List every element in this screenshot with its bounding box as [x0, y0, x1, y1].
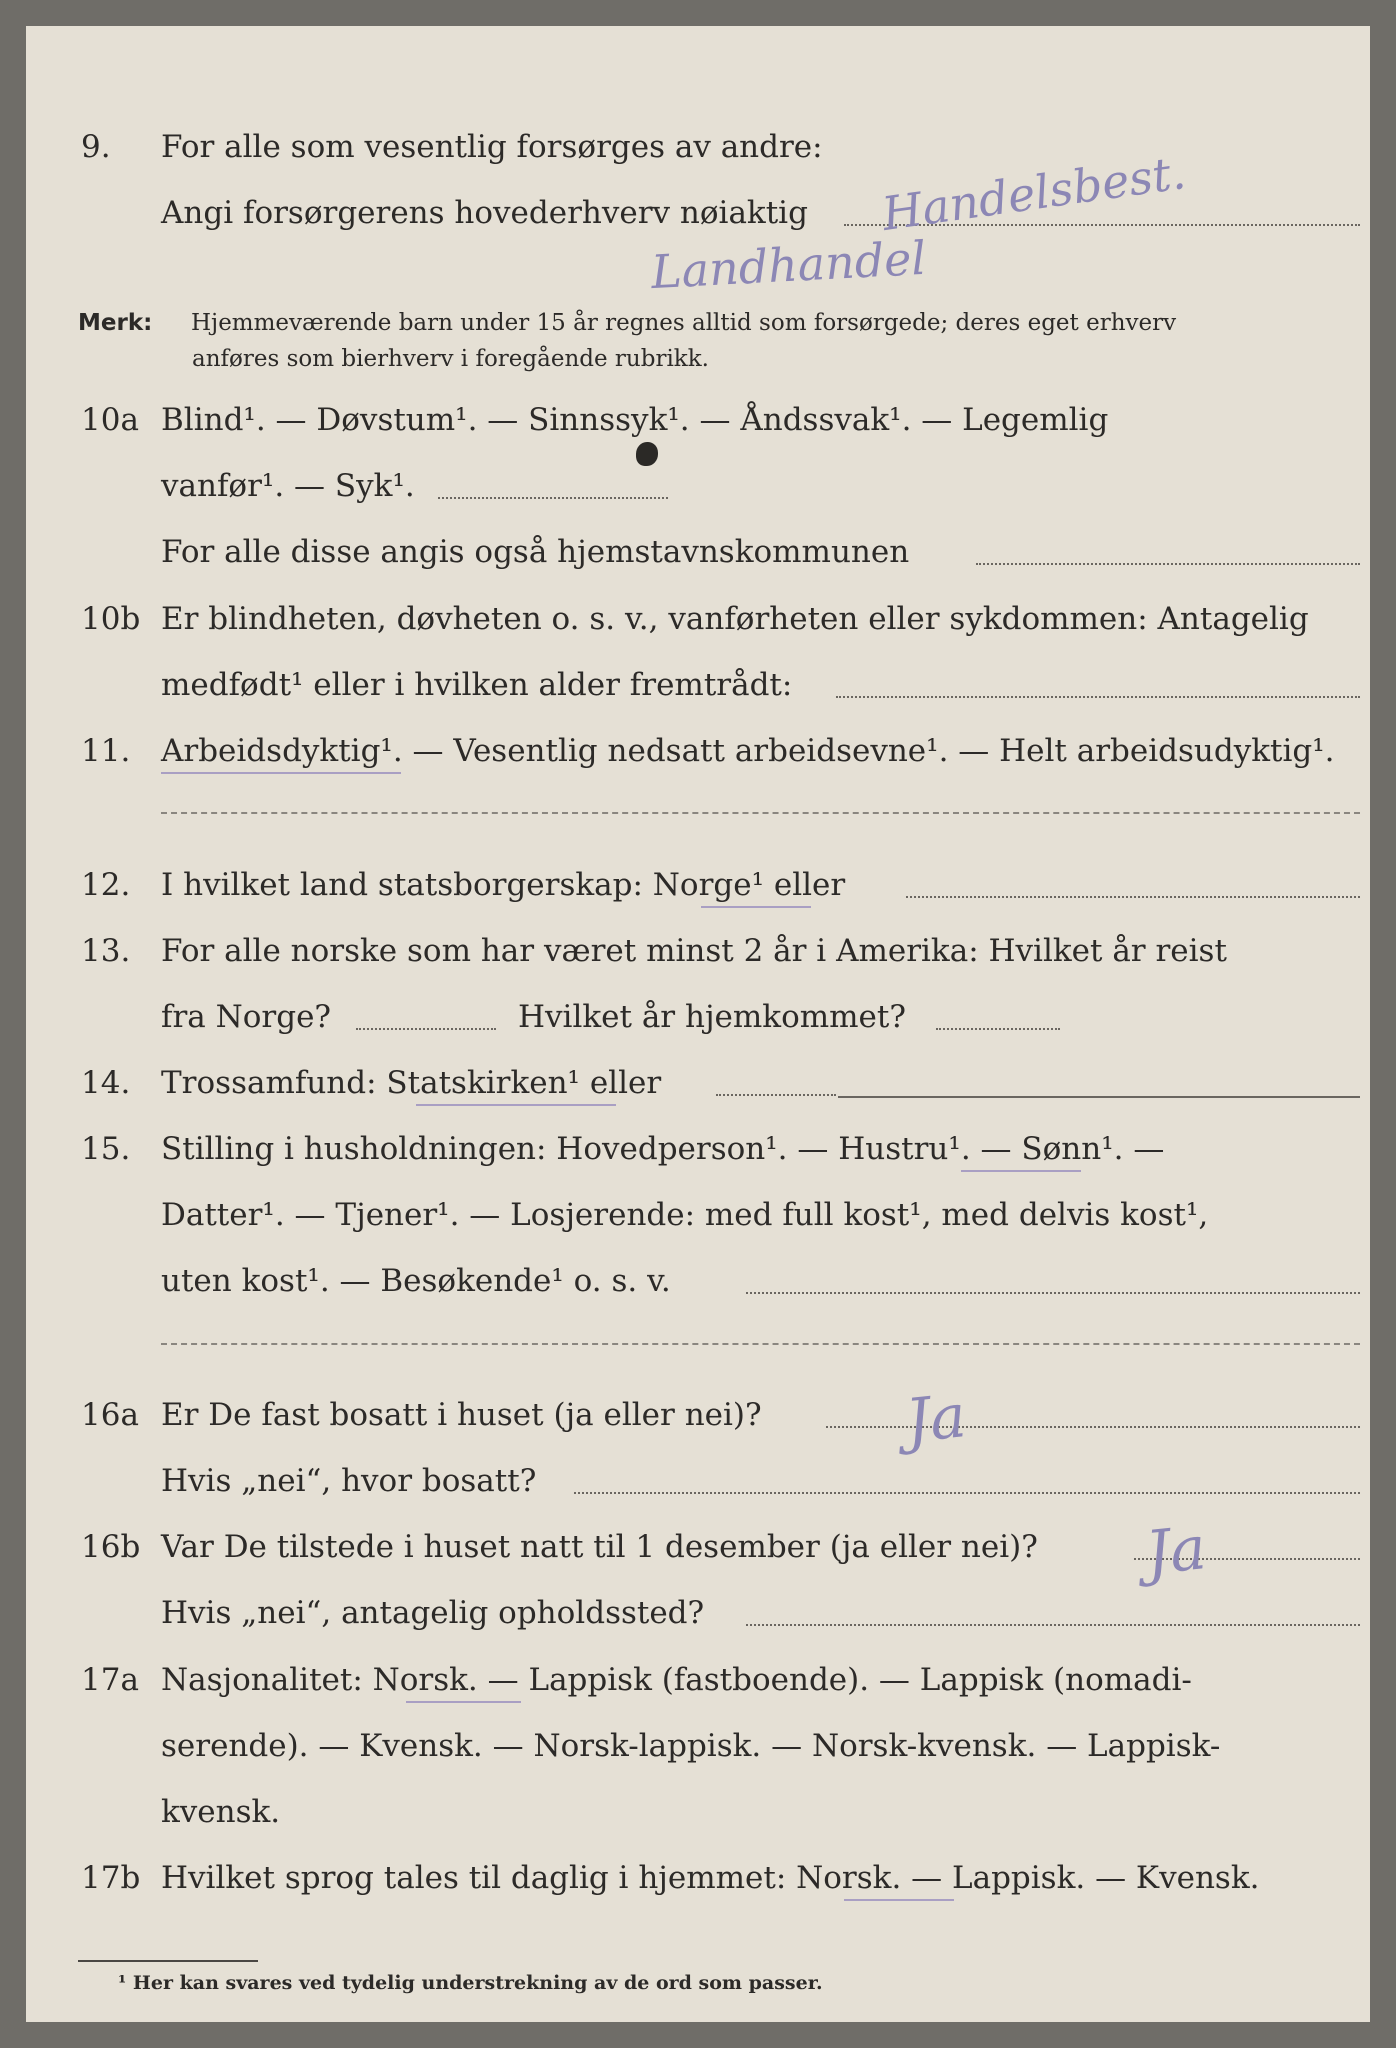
q15-line2	[26, 1197, 1370, 1241]
merk-text-2: anføres som bierhverv i foregående rubrikk.	[192, 346, 709, 372]
q13-line2	[26, 999, 1370, 1043]
q10a-hometown-prompt: For alle disse angis også hjemstavnskommunen	[161, 534, 910, 570]
q10a-options-2: vanfør¹. — Syk¹.	[161, 468, 415, 504]
q17a-text: Nasjonalitet: Norsk. — Lappisk (fastboende). — Lappisk (nomadi-	[161, 1662, 1192, 1698]
q17a-underline-norsk	[406, 1701, 521, 1703]
q13-text: For alle norske som har været minst 2 år i Amerika: Hvilket år reist	[161, 933, 1227, 969]
q10a-number: 10a	[81, 402, 139, 438]
q11-options: Arbeidsdyktig¹. — Vesentlig nedsatt arbeidsevne¹. — Helt arbeidsudyktig¹.	[161, 733, 1335, 769]
q13-line1	[26, 933, 1370, 977]
answer-line	[746, 1292, 1360, 1294]
q17b-text: Hvilket sprog tales til daglig i hjemmet: Norsk. — Lappisk. — Kvensk.	[161, 1860, 1260, 1896]
merk-text-1: Hjemmeværende barn under 15 år regnes alltid som forsørgede; deres eget erhverv	[191, 310, 1177, 336]
q16b-prompt-2: Hvis „nei“, antagelig opholdssted?	[161, 1595, 705, 1631]
q16a-line2	[26, 1463, 1370, 1507]
q16b-handwritten-answer: Ja	[1142, 1513, 1210, 1589]
q17a-text-3: kvensk.	[161, 1794, 281, 1830]
q13-number: 13.	[81, 933, 131, 969]
q16b-number: 16b	[81, 1529, 141, 1565]
answer-line	[746, 1624, 1360, 1626]
q14-underline-statskirken	[416, 1104, 616, 1106]
q15-number: 15.	[81, 1131, 131, 1167]
q10a-line2	[26, 468, 1370, 512]
q15-text: Stilling i husholdningen: Hovedperson¹. — Hustru¹. — Sønn¹. —	[161, 1131, 1165, 1167]
q9-line2	[26, 195, 1370, 239]
q12-number: 12.	[81, 867, 131, 903]
q15-line1	[26, 1131, 1370, 1175]
q9-handwritten-answer-1: Handelsbest.	[878, 145, 1189, 241]
q10b-line1	[26, 601, 1370, 645]
q12-underline-norge	[701, 906, 811, 908]
q10a-line1	[26, 402, 1370, 446]
q17b-underline-norsk	[844, 1899, 954, 1901]
q11-number: 11.	[81, 733, 131, 769]
q9-text: For alle som vesentlig forsørges av andre:	[161, 129, 823, 165]
q16a-text: Er De fast bosatt i huset (ja eller nei)?	[161, 1397, 762, 1433]
q17a-line3	[26, 1794, 1370, 1838]
q16a-handwritten-answer: Ja	[902, 1381, 970, 1457]
answer-line	[836, 696, 1360, 698]
merk-note-line1	[78, 310, 1177, 336]
answer-line	[936, 1028, 1060, 1030]
q12-text: I hvilket land statsborgerskap: Norge¹ eller	[161, 867, 846, 903]
ink-blot	[636, 442, 658, 466]
answer-line	[716, 1094, 836, 1096]
answer-line	[906, 896, 1360, 898]
q13-year-returned-prompt: Hvilket år hjemkommet?	[518, 999, 906, 1035]
q16a-line1	[26, 1397, 1370, 1441]
q15-text-2: Datter¹. — Tjener¹. — Losjerende: med full kost¹, med delvis kost¹,	[161, 1197, 1209, 1233]
answer-line	[356, 1028, 496, 1030]
q17b-number: 17b	[81, 1860, 141, 1896]
q11-underline-arbeidsdyktig	[161, 772, 401, 774]
q15-line3	[26, 1263, 1370, 1307]
q10b-text-2: medfødt¹ eller i hvilken alder fremtrådt:	[161, 667, 793, 703]
q10b-line2	[26, 667, 1370, 711]
q14-text: Trossamfund: Statskirken¹ eller	[161, 1065, 662, 1101]
q17a-text-2: serende). — Kvensk. — Norsk-lappisk. — Norsk-kvensk. — Lappisk-	[161, 1728, 1221, 1764]
q17a-line1	[26, 1662, 1370, 1706]
answer-line	[161, 812, 1360, 814]
answer-line	[838, 1096, 1360, 1098]
q9-number: 9.	[81, 129, 111, 165]
q16b-text: Var De tilstede i huset natt til 1 desember (ja eller nei)?	[161, 1529, 1038, 1565]
q10b-text: Er blindheten, døvheten o. s. v., vanførheten eller sykdommen: Antagelig	[161, 601, 1309, 637]
q10a-options: Blind¹. — Døvstum¹. — Sinnssyk¹. — Åndssvak¹. — Legemlig	[161, 402, 1109, 438]
q16a-prompt-2: Hvis „nei“, hvor bosatt?	[161, 1463, 537, 1499]
q14-number: 14.	[81, 1065, 131, 1101]
answer-line	[976, 563, 1360, 565]
answer-line	[161, 1343, 1360, 1345]
footnote: ¹ Her kan svares ved tydelig understrekning av de ord som passer.	[118, 1972, 823, 1994]
q15-underline-hustru	[961, 1170, 1081, 1172]
answer-line	[438, 497, 668, 499]
q17a-line2	[26, 1728, 1370, 1772]
q16a-number: 16a	[81, 1397, 139, 1433]
answer-line	[574, 1492, 1360, 1494]
q13-year-left-prompt: fra Norge?	[161, 999, 332, 1035]
q14-line1	[26, 1065, 1370, 1109]
merk-label: Merk:	[78, 310, 153, 336]
q10a-line3	[26, 534, 1370, 578]
q15-text-3: uten kost¹. — Besøkende¹ o. s. v.	[161, 1263, 671, 1299]
q10b-number: 10b	[81, 601, 141, 637]
q12-line1	[26, 867, 1370, 911]
q11-line1	[26, 733, 1370, 777]
q16b-line2	[26, 1595, 1370, 1639]
q17b-line1	[26, 1860, 1370, 1904]
census-form-page	[26, 26, 1370, 2022]
q9-prompt: Angi forsørgerens hovederhverv nøiaktig	[161, 195, 808, 231]
footnote-rule	[78, 1960, 258, 1962]
q17a-number: 17a	[81, 1662, 139, 1698]
q9-handwritten-answer-2: Landhandel	[649, 230, 928, 300]
